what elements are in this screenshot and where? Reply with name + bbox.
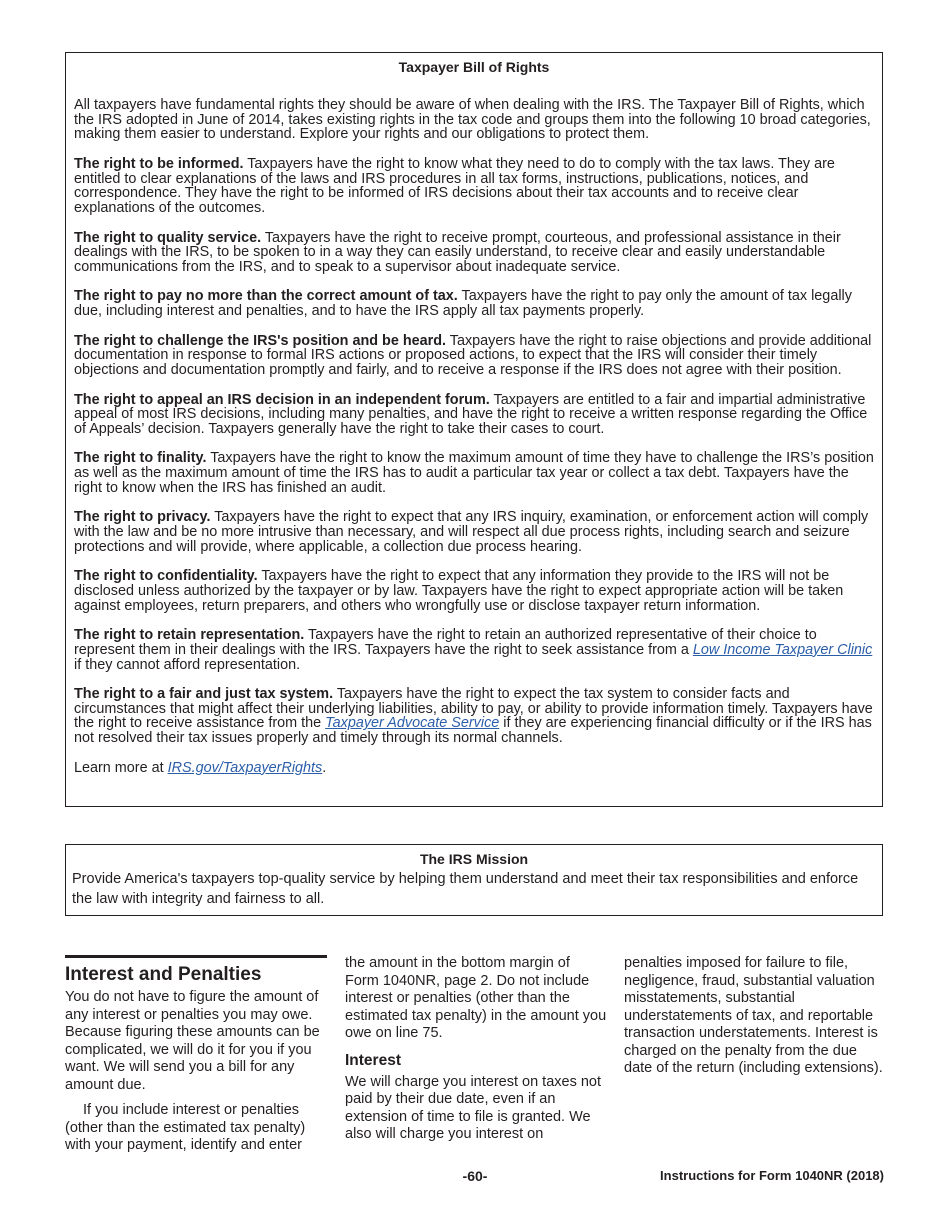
right-text: Taxpayers have the right to receive prompt, courteous, and professional assistance in their dealings with the IRS, to be spoken to in a way they can easily understand, to receive clear and easily understandable communications from the IRS, and to speak to a supervisor about inadequate service. xyxy=(74,229,841,275)
right-heading: The right to a fair and just tax system. xyxy=(74,686,334,703)
interest-heading: Interest xyxy=(345,1051,401,1069)
right-quality-service xyxy=(74,231,874,275)
right-heading: The right to pay no more than the correct amount of tax. xyxy=(74,288,458,305)
interest-penalties-para-2-continued: the amount in the bottom margin of Form 1040NR, page 2. Do not include interest or penalties (other than the estimated tax penalty) in the amount you owe on line 75. xyxy=(345,955,607,1041)
right-heading: The right to quality service. xyxy=(74,229,262,246)
rights-title: Taxpayer Bill of Rights xyxy=(398,59,550,75)
right-text: Taxpayers have the right to expect the tax system to consider facts and circumstances that might affect their underlying liabilities, ability to pay, or ability to provide information timely. Taxpayers have the right to receive assistance from the xyxy=(74,686,873,732)
right-text: Taxpayers have the right to expect that any information they provide to the IRS will not be disclosed unless authorized by the taxpayer or by law. Taxpayers have the right to expect appropriate action will be taken against employees, return preparers, and others who wrongfully use or disclose taxpayer return information. xyxy=(74,568,844,614)
right-text: if they cannot afford representation. xyxy=(74,656,301,673)
column-3 xyxy=(624,955,886,1078)
interest-penalties-para-2 xyxy=(65,1102,327,1155)
irs-mission-box xyxy=(65,844,883,916)
interest-text-continued: penalties imposed for failure to file, negligence, fraud, substantial valuation misstatements, substantial understatements of tax, and reportable transaction understatements. Interest is charged on the penalty from the due date of the return (including extensions). xyxy=(624,955,883,1076)
right-text: Taxpayers have the right to know the maximum amount of time they have to challenge the IRS’s position as well as the maximum amount of time the IRS has to audit a particular tax year or collect a tax debt. Taxpayers have the right to know when the IRS has finished an audit. xyxy=(74,450,874,496)
right-fair-tax-system xyxy=(74,687,874,746)
right-heading: The right to confidentiality. xyxy=(74,568,258,585)
interest-penalties-heading: Interest and Penalties xyxy=(65,964,262,985)
interest-text: We will charge you interest on taxes not paid by their due date, even if an extension of time to file is granted. We also will charge you interest on xyxy=(345,1073,602,1142)
right-challenge xyxy=(74,334,874,378)
right-heading: The right to finality. xyxy=(74,450,207,467)
rights-intro: All taxpayers have fundamental rights they should be aware of when dealing with the IRS. The Taxpayer Bill of Rights, which the IRS adopted in June of 2014, takes existing rights in the tax code and groups them into the following 10 broad categories, making them easier to understand. Explore your rights and our obligations to protect them. xyxy=(74,97,871,143)
column-2 xyxy=(345,955,607,1144)
column-1 xyxy=(65,955,327,1155)
learn-more-prefix: Learn more at xyxy=(74,759,168,776)
right-representation xyxy=(74,628,874,672)
right-text: Taxpayers have the right to raise objections and provide additional documentation in response to formal IRS actions or proposed actions, to expect that the IRS will consider their timely objections and documentation promptly and fairly, and to receive a response if the IRS does not agree with their position. xyxy=(74,332,872,379)
right-heading: The right to privacy. xyxy=(74,509,211,526)
right-text: Taxpayers are entitled to a fair and impartial administrative appeal of most IRS decisions, including many penalties, and have the right to receive a written response regarding the Office of Appeals’ decision. Taxpayers generally have the right to take their cases to court. xyxy=(74,391,868,437)
right-privacy xyxy=(74,510,874,554)
form-title: Instructions for Form 1040NR (2018) xyxy=(660,1168,884,1183)
learn-more-suffix: . xyxy=(322,759,327,776)
mission-title: The IRS Mission xyxy=(419,851,529,867)
right-confidentiality xyxy=(74,569,874,613)
right-text: Taxpayers have the right to pay only the amount of tax legally due, including interest and penalties, and to have the IRS apply all tax payments properly. xyxy=(74,288,852,320)
right-heading: The right to challenge the IRS's position and be heard. xyxy=(74,332,447,349)
right-text: Taxpayers have the right to know what they need to do to comply with the tax laws. They are entitled to clear explanations of the laws and IRS procedures in all tax forms, instructions, publications, notices, and correspondence. They have the right to be informed of IRS decisions about their tax accounts and to receive clear explanations of the outcomes. xyxy=(74,155,835,217)
right-heading: The right to retain representation. xyxy=(74,627,305,644)
low-income-taxpayer-clinic-link[interactable]: Low Income Taxpayer Clinic xyxy=(692,641,873,658)
right-heading: The right to appeal an IRS decision in an independent forum. xyxy=(74,391,490,408)
taxpayer-rights-link[interactable]: IRS.gov/TaxpayerRights xyxy=(167,759,323,776)
section-rule xyxy=(65,955,327,958)
right-appeal xyxy=(74,393,874,437)
right-text: Taxpayers have the right to expect that any IRS inquiry, examination, or enforcement action will comply with the law and be no more intrusive than necessary, and will respect all due process rights, including search and seizure protections and will provide, where applicable, a collection due process hearing. xyxy=(74,509,869,555)
interest-penalties-para-1: You do not have to figure the amount of any interest or penalties you may owe. Because figuring these amounts can be complicated, we will do it for you if you want. We will send you a bill for any amount due. xyxy=(65,989,320,1093)
page-number: -60- xyxy=(462,1168,488,1184)
right-finality xyxy=(74,451,874,495)
taxpayer-bill-of-rights-box xyxy=(65,52,883,807)
right-informed xyxy=(74,157,874,216)
right-heading: The right to be informed. xyxy=(74,155,244,172)
para-2-text: If you include interest or penalties (other than the estimated tax penalty) with your payment, identify and enter xyxy=(65,1102,306,1153)
right-pay-correct-amount xyxy=(74,289,874,318)
mission-text: Provide America's taxpayers top-quality service by helping them understand and meet their tax responsibilities and enforce the law with integrity and fairness to all. xyxy=(72,871,859,907)
right-text: if they are experiencing financial difficulty or if the IRS has not resolved their tax issues properly and timely through its normal channels. xyxy=(74,715,872,747)
right-text: Taxpayers have the right to retain an authorized representative of their choice to represent them in their dealings with the IRS. Taxpayers have the right to seek assistance from a xyxy=(74,627,817,658)
learn-more xyxy=(74,761,874,776)
taxpayer-advocate-service-link[interactable]: Taxpayer Advocate Service xyxy=(325,715,500,732)
